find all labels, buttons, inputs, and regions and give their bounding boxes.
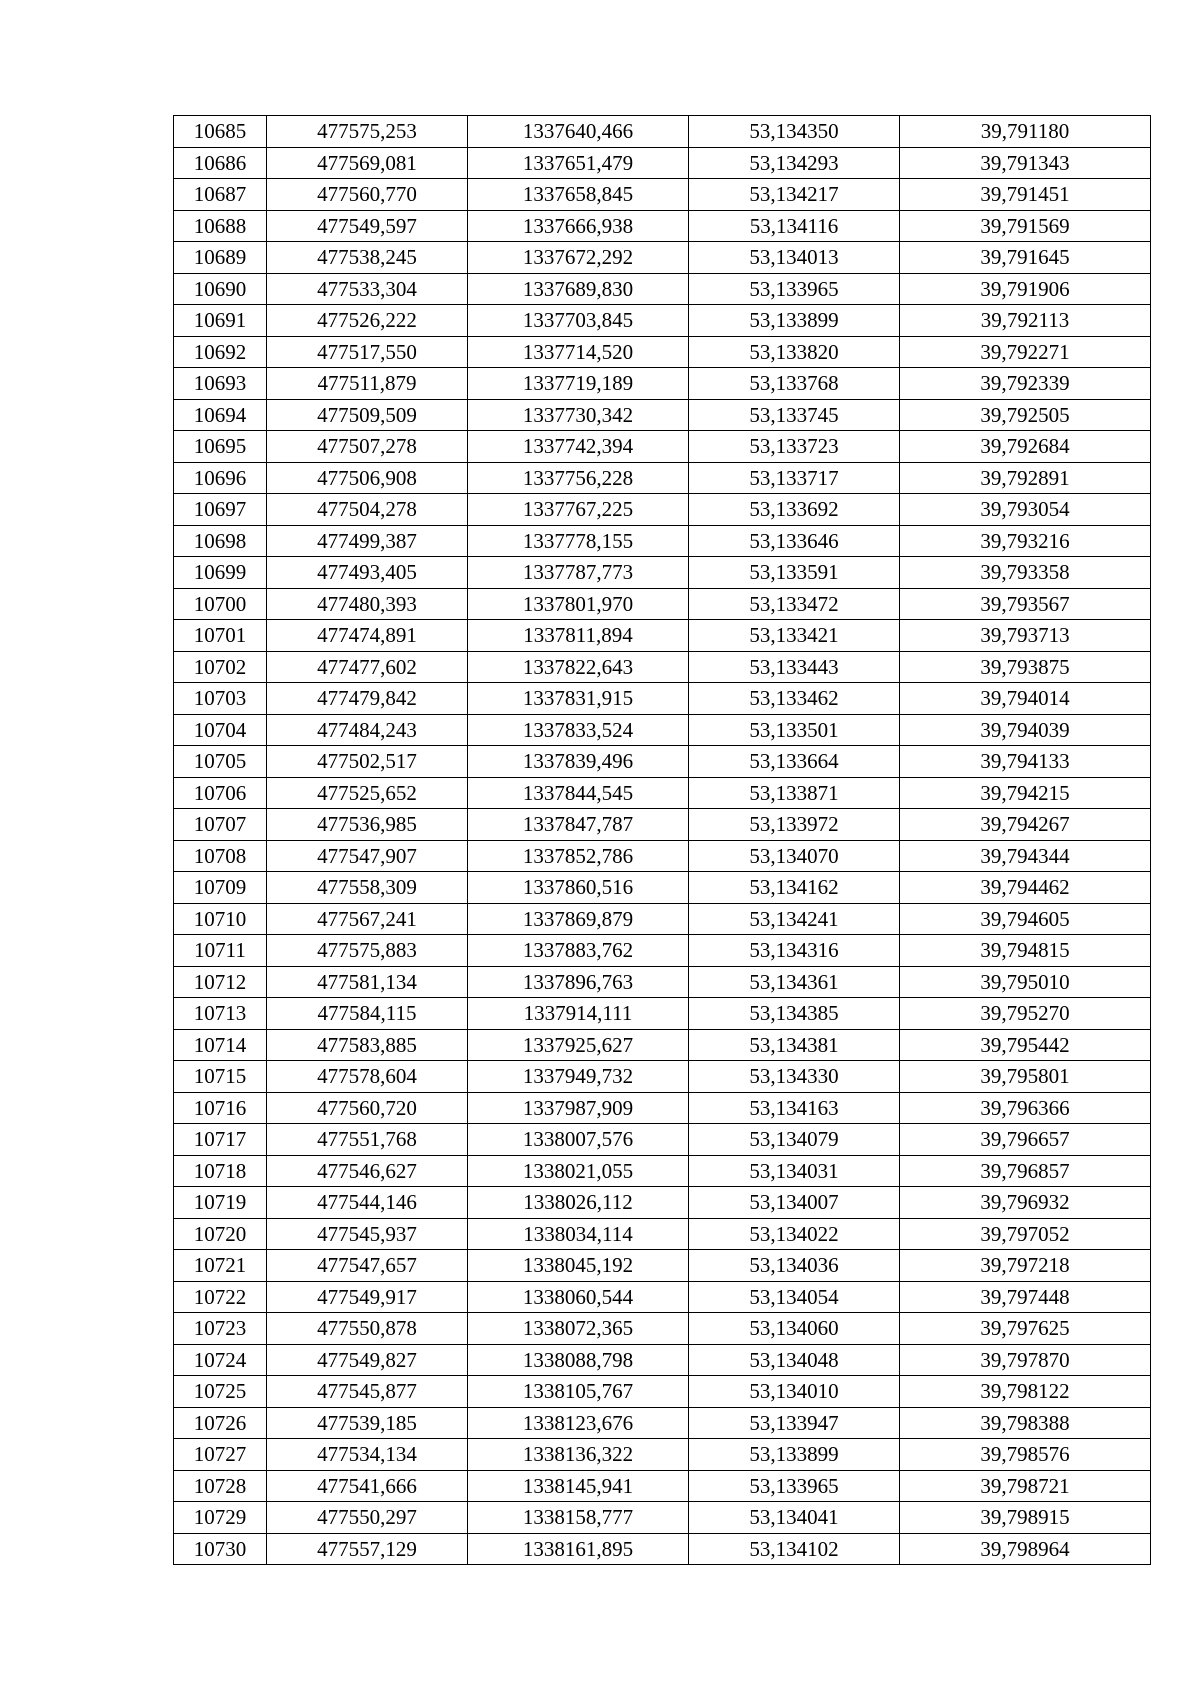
x-coordinate-cell: 477569,081 bbox=[267, 147, 468, 179]
y-coordinate-cell: 1337914,111 bbox=[468, 998, 689, 1030]
table-row bbox=[174, 1218, 1151, 1250]
x-coordinate-cell: 477584,115 bbox=[267, 998, 468, 1030]
longitude-cell: 39,792271 bbox=[900, 336, 1151, 368]
point-number-cell: 10718 bbox=[174, 1155, 267, 1187]
latitude-cell: 53,133443 bbox=[689, 651, 900, 683]
x-coordinate-cell: 477557,129 bbox=[267, 1533, 468, 1565]
table-row bbox=[174, 683, 1151, 715]
table-row bbox=[174, 242, 1151, 274]
point-number-cell: 10709 bbox=[174, 872, 267, 904]
longitude-cell: 39,797870 bbox=[900, 1344, 1151, 1376]
y-coordinate-cell: 1338021,055 bbox=[468, 1155, 689, 1187]
y-coordinate-cell: 1337666,938 bbox=[468, 210, 689, 242]
point-number-cell: 10694 bbox=[174, 399, 267, 431]
longitude-cell: 39,798576 bbox=[900, 1439, 1151, 1471]
point-number-cell: 10686 bbox=[174, 147, 267, 179]
table-row bbox=[174, 1250, 1151, 1282]
y-coordinate-cell: 1337742,394 bbox=[468, 431, 689, 463]
y-coordinate-cell: 1337869,879 bbox=[468, 903, 689, 935]
latitude-cell: 53,133965 bbox=[689, 273, 900, 305]
longitude-cell: 39,794267 bbox=[900, 809, 1151, 841]
longitude-cell: 39,793567 bbox=[900, 588, 1151, 620]
latitude-cell: 53,134330 bbox=[689, 1061, 900, 1093]
table-row bbox=[174, 557, 1151, 589]
point-number-cell: 10727 bbox=[174, 1439, 267, 1471]
table-row bbox=[174, 305, 1151, 337]
point-number-cell: 10725 bbox=[174, 1376, 267, 1408]
point-number-cell: 10723 bbox=[174, 1313, 267, 1345]
longitude-cell: 39,795270 bbox=[900, 998, 1151, 1030]
point-number-cell: 10692 bbox=[174, 336, 267, 368]
x-coordinate-cell: 477583,885 bbox=[267, 1029, 468, 1061]
latitude-cell: 53,134070 bbox=[689, 840, 900, 872]
x-coordinate-cell: 477511,879 bbox=[267, 368, 468, 400]
y-coordinate-cell: 1338123,676 bbox=[468, 1407, 689, 1439]
table-row bbox=[174, 1344, 1151, 1376]
latitude-cell: 53,134007 bbox=[689, 1187, 900, 1219]
longitude-cell: 39,793358 bbox=[900, 557, 1151, 589]
y-coordinate-cell: 1337787,773 bbox=[468, 557, 689, 589]
latitude-cell: 53,133899 bbox=[689, 305, 900, 337]
longitude-cell: 39,794462 bbox=[900, 872, 1151, 904]
y-coordinate-cell: 1337651,479 bbox=[468, 147, 689, 179]
latitude-cell: 53,134316 bbox=[689, 935, 900, 967]
y-coordinate-cell: 1337987,909 bbox=[468, 1092, 689, 1124]
y-coordinate-cell: 1337883,762 bbox=[468, 935, 689, 967]
point-number-cell: 10700 bbox=[174, 588, 267, 620]
longitude-cell: 39,791180 bbox=[900, 116, 1151, 148]
point-number-cell: 10696 bbox=[174, 462, 267, 494]
latitude-cell: 53,134241 bbox=[689, 903, 900, 935]
latitude-cell: 53,133462 bbox=[689, 683, 900, 715]
y-coordinate-cell: 1337831,915 bbox=[468, 683, 689, 715]
latitude-cell: 53,134013 bbox=[689, 242, 900, 274]
x-coordinate-cell: 477493,405 bbox=[267, 557, 468, 589]
table-row bbox=[174, 746, 1151, 778]
latitude-cell: 53,134010 bbox=[689, 1376, 900, 1408]
y-coordinate-cell: 1338158,777 bbox=[468, 1502, 689, 1534]
x-coordinate-cell: 477506,908 bbox=[267, 462, 468, 494]
longitude-cell: 39,793875 bbox=[900, 651, 1151, 683]
table-row bbox=[174, 620, 1151, 652]
x-coordinate-cell: 477558,309 bbox=[267, 872, 468, 904]
point-number-cell: 10701 bbox=[174, 620, 267, 652]
latitude-cell: 53,134162 bbox=[689, 872, 900, 904]
latitude-cell: 53,134060 bbox=[689, 1313, 900, 1345]
x-coordinate-cell: 477575,253 bbox=[267, 116, 468, 148]
longitude-cell: 39,793054 bbox=[900, 494, 1151, 526]
longitude-cell: 39,791451 bbox=[900, 179, 1151, 211]
x-coordinate-cell: 477525,652 bbox=[267, 777, 468, 809]
table-row bbox=[174, 462, 1151, 494]
latitude-cell: 53,134116 bbox=[689, 210, 900, 242]
longitude-cell: 39,797625 bbox=[900, 1313, 1151, 1345]
x-coordinate-cell: 477533,304 bbox=[267, 273, 468, 305]
x-coordinate-cell: 477547,657 bbox=[267, 1250, 468, 1282]
x-coordinate-cell: 477534,134 bbox=[267, 1439, 468, 1471]
y-coordinate-cell: 1337778,155 bbox=[468, 525, 689, 557]
table-row bbox=[174, 1281, 1151, 1313]
y-coordinate-cell: 1337640,466 bbox=[468, 116, 689, 148]
table-row bbox=[174, 494, 1151, 526]
x-coordinate-cell: 477480,393 bbox=[267, 588, 468, 620]
latitude-cell: 53,134031 bbox=[689, 1155, 900, 1187]
longitude-cell: 39,794133 bbox=[900, 746, 1151, 778]
longitude-cell: 39,798964 bbox=[900, 1533, 1151, 1565]
latitude-cell: 53,133664 bbox=[689, 746, 900, 778]
longitude-cell: 39,797052 bbox=[900, 1218, 1151, 1250]
latitude-cell: 53,134385 bbox=[689, 998, 900, 1030]
latitude-cell: 53,134036 bbox=[689, 1250, 900, 1282]
y-coordinate-cell: 1338145,941 bbox=[468, 1470, 689, 1502]
table-row bbox=[174, 1092, 1151, 1124]
latitude-cell: 53,133717 bbox=[689, 462, 900, 494]
y-coordinate-cell: 1338088,798 bbox=[468, 1344, 689, 1376]
y-coordinate-cell: 1337896,763 bbox=[468, 966, 689, 998]
y-coordinate-cell: 1338045,192 bbox=[468, 1250, 689, 1282]
latitude-cell: 53,133745 bbox=[689, 399, 900, 431]
x-coordinate-cell: 477538,245 bbox=[267, 242, 468, 274]
x-coordinate-cell: 477484,243 bbox=[267, 714, 468, 746]
x-coordinate-cell: 477560,770 bbox=[267, 179, 468, 211]
x-coordinate-cell: 477549,597 bbox=[267, 210, 468, 242]
table-row bbox=[174, 116, 1151, 148]
latitude-cell: 53,133972 bbox=[689, 809, 900, 841]
x-coordinate-cell: 477541,666 bbox=[267, 1470, 468, 1502]
x-coordinate-cell: 477550,878 bbox=[267, 1313, 468, 1345]
x-coordinate-cell: 477549,827 bbox=[267, 1344, 468, 1376]
latitude-cell: 53,133723 bbox=[689, 431, 900, 463]
y-coordinate-cell: 1337714,520 bbox=[468, 336, 689, 368]
point-number-cell: 10717 bbox=[174, 1124, 267, 1156]
point-number-cell: 10721 bbox=[174, 1250, 267, 1282]
table-row bbox=[174, 1376, 1151, 1408]
x-coordinate-cell: 477502,517 bbox=[267, 746, 468, 778]
longitude-cell: 39,795801 bbox=[900, 1061, 1151, 1093]
table-row bbox=[174, 368, 1151, 400]
table-row bbox=[174, 1439, 1151, 1471]
y-coordinate-cell: 1337833,524 bbox=[468, 714, 689, 746]
longitude-cell: 39,796857 bbox=[900, 1155, 1151, 1187]
table-row bbox=[174, 1029, 1151, 1061]
point-number-cell: 10715 bbox=[174, 1061, 267, 1093]
y-coordinate-cell: 1337925,627 bbox=[468, 1029, 689, 1061]
latitude-cell: 53,133646 bbox=[689, 525, 900, 557]
longitude-cell: 39,796657 bbox=[900, 1124, 1151, 1156]
longitude-cell: 39,794344 bbox=[900, 840, 1151, 872]
point-number-cell: 10702 bbox=[174, 651, 267, 683]
y-coordinate-cell: 1337658,845 bbox=[468, 179, 689, 211]
latitude-cell: 53,134293 bbox=[689, 147, 900, 179]
y-coordinate-cell: 1337949,732 bbox=[468, 1061, 689, 1093]
y-coordinate-cell: 1337756,228 bbox=[468, 462, 689, 494]
point-number-cell: 10695 bbox=[174, 431, 267, 463]
longitude-cell: 39,797218 bbox=[900, 1250, 1151, 1282]
longitude-cell: 39,792684 bbox=[900, 431, 1151, 463]
table-row bbox=[174, 399, 1151, 431]
latitude-cell: 53,133965 bbox=[689, 1470, 900, 1502]
point-number-cell: 10706 bbox=[174, 777, 267, 809]
coordinates-table bbox=[173, 115, 1151, 1565]
latitude-cell: 53,134163 bbox=[689, 1092, 900, 1124]
y-coordinate-cell: 1338136,322 bbox=[468, 1439, 689, 1471]
point-number-cell: 10708 bbox=[174, 840, 267, 872]
y-coordinate-cell: 1337703,845 bbox=[468, 305, 689, 337]
y-coordinate-cell: 1337844,545 bbox=[468, 777, 689, 809]
table-row bbox=[174, 1533, 1151, 1565]
y-coordinate-cell: 1337801,970 bbox=[468, 588, 689, 620]
x-coordinate-cell: 477575,883 bbox=[267, 935, 468, 967]
longitude-cell: 39,794039 bbox=[900, 714, 1151, 746]
x-coordinate-cell: 477550,297 bbox=[267, 1502, 468, 1534]
x-coordinate-cell: 477479,842 bbox=[267, 683, 468, 715]
y-coordinate-cell: 1337767,225 bbox=[468, 494, 689, 526]
y-coordinate-cell: 1338105,767 bbox=[468, 1376, 689, 1408]
x-coordinate-cell: 477567,241 bbox=[267, 903, 468, 935]
point-number-cell: 10699 bbox=[174, 557, 267, 589]
x-coordinate-cell: 477474,891 bbox=[267, 620, 468, 652]
y-coordinate-cell: 1337689,830 bbox=[468, 273, 689, 305]
longitude-cell: 39,792505 bbox=[900, 399, 1151, 431]
x-coordinate-cell: 477517,550 bbox=[267, 336, 468, 368]
latitude-cell: 53,133692 bbox=[689, 494, 900, 526]
x-coordinate-cell: 477545,877 bbox=[267, 1376, 468, 1408]
x-coordinate-cell: 477546,627 bbox=[267, 1155, 468, 1187]
table-row bbox=[174, 935, 1151, 967]
latitude-cell: 53,134048 bbox=[689, 1344, 900, 1376]
point-number-cell: 10703 bbox=[174, 683, 267, 715]
point-number-cell: 10704 bbox=[174, 714, 267, 746]
table-row bbox=[174, 1470, 1151, 1502]
longitude-cell: 39,791906 bbox=[900, 273, 1151, 305]
point-number-cell: 10728 bbox=[174, 1470, 267, 1502]
table-row bbox=[174, 588, 1151, 620]
longitude-cell: 39,791343 bbox=[900, 147, 1151, 179]
x-coordinate-cell: 477477,602 bbox=[267, 651, 468, 683]
longitude-cell: 39,795010 bbox=[900, 966, 1151, 998]
latitude-cell: 53,133472 bbox=[689, 588, 900, 620]
y-coordinate-cell: 1337730,342 bbox=[468, 399, 689, 431]
latitude-cell: 53,133421 bbox=[689, 620, 900, 652]
longitude-cell: 39,791645 bbox=[900, 242, 1151, 274]
table-row bbox=[174, 1187, 1151, 1219]
table-row bbox=[174, 147, 1151, 179]
x-coordinate-cell: 477499,387 bbox=[267, 525, 468, 557]
y-coordinate-cell: 1338072,365 bbox=[468, 1313, 689, 1345]
longitude-cell: 39,795442 bbox=[900, 1029, 1151, 1061]
y-coordinate-cell: 1337811,894 bbox=[468, 620, 689, 652]
table-row bbox=[174, 1155, 1151, 1187]
table-row bbox=[174, 777, 1151, 809]
point-number-cell: 10730 bbox=[174, 1533, 267, 1565]
point-number-cell: 10685 bbox=[174, 116, 267, 148]
point-number-cell: 10711 bbox=[174, 935, 267, 967]
y-coordinate-cell: 1337852,786 bbox=[468, 840, 689, 872]
table-row bbox=[174, 336, 1151, 368]
x-coordinate-cell: 477509,509 bbox=[267, 399, 468, 431]
point-number-cell: 10707 bbox=[174, 809, 267, 841]
longitude-cell: 39,798915 bbox=[900, 1502, 1151, 1534]
longitude-cell: 39,798388 bbox=[900, 1407, 1151, 1439]
longitude-cell: 39,794815 bbox=[900, 935, 1151, 967]
y-coordinate-cell: 1338034,114 bbox=[468, 1218, 689, 1250]
x-coordinate-cell: 477545,937 bbox=[267, 1218, 468, 1250]
latitude-cell: 53,133947 bbox=[689, 1407, 900, 1439]
table-row bbox=[174, 179, 1151, 211]
point-number-cell: 10716 bbox=[174, 1092, 267, 1124]
point-number-cell: 10691 bbox=[174, 305, 267, 337]
point-number-cell: 10693 bbox=[174, 368, 267, 400]
y-coordinate-cell: 1337672,292 bbox=[468, 242, 689, 274]
table-row bbox=[174, 840, 1151, 872]
latitude-cell: 53,134022 bbox=[689, 1218, 900, 1250]
latitude-cell: 53,134102 bbox=[689, 1533, 900, 1565]
point-number-cell: 10697 bbox=[174, 494, 267, 526]
longitude-cell: 39,793216 bbox=[900, 525, 1151, 557]
y-coordinate-cell: 1338161,895 bbox=[468, 1533, 689, 1565]
longitude-cell: 39,792113 bbox=[900, 305, 1151, 337]
x-coordinate-cell: 477549,917 bbox=[267, 1281, 468, 1313]
longitude-cell: 39,794215 bbox=[900, 777, 1151, 809]
y-coordinate-cell: 1337847,787 bbox=[468, 809, 689, 841]
longitude-cell: 39,797448 bbox=[900, 1281, 1151, 1313]
x-coordinate-cell: 477539,185 bbox=[267, 1407, 468, 1439]
latitude-cell: 53,133501 bbox=[689, 714, 900, 746]
longitude-cell: 39,792891 bbox=[900, 462, 1151, 494]
y-coordinate-cell: 1338007,576 bbox=[468, 1124, 689, 1156]
point-number-cell: 10722 bbox=[174, 1281, 267, 1313]
table-row bbox=[174, 1502, 1151, 1534]
latitude-cell: 53,134079 bbox=[689, 1124, 900, 1156]
y-coordinate-cell: 1337839,496 bbox=[468, 746, 689, 778]
longitude-cell: 39,794605 bbox=[900, 903, 1151, 935]
x-coordinate-cell: 477504,278 bbox=[267, 494, 468, 526]
latitude-cell: 53,134381 bbox=[689, 1029, 900, 1061]
point-number-cell: 10687 bbox=[174, 179, 267, 211]
x-coordinate-cell: 477536,985 bbox=[267, 809, 468, 841]
table-row bbox=[174, 1407, 1151, 1439]
table-row bbox=[174, 903, 1151, 935]
y-coordinate-cell: 1337719,189 bbox=[468, 368, 689, 400]
table-row bbox=[174, 210, 1151, 242]
table-row bbox=[174, 1124, 1151, 1156]
y-coordinate-cell: 1337860,516 bbox=[468, 872, 689, 904]
point-number-cell: 10705 bbox=[174, 746, 267, 778]
table-row bbox=[174, 966, 1151, 998]
point-number-cell: 10712 bbox=[174, 966, 267, 998]
point-number-cell: 10688 bbox=[174, 210, 267, 242]
longitude-cell: 39,796366 bbox=[900, 1092, 1151, 1124]
longitude-cell: 39,798721 bbox=[900, 1470, 1151, 1502]
point-number-cell: 10719 bbox=[174, 1187, 267, 1219]
table-row bbox=[174, 1061, 1151, 1093]
point-number-cell: 10713 bbox=[174, 998, 267, 1030]
table-row bbox=[174, 273, 1151, 305]
latitude-cell: 53,134361 bbox=[689, 966, 900, 998]
point-number-cell: 10690 bbox=[174, 273, 267, 305]
x-coordinate-cell: 477547,907 bbox=[267, 840, 468, 872]
point-number-cell: 10698 bbox=[174, 525, 267, 557]
table-row bbox=[174, 525, 1151, 557]
x-coordinate-cell: 477578,604 bbox=[267, 1061, 468, 1093]
x-coordinate-cell: 477560,720 bbox=[267, 1092, 468, 1124]
x-coordinate-cell: 477526,222 bbox=[267, 305, 468, 337]
point-number-cell: 10726 bbox=[174, 1407, 267, 1439]
latitude-cell: 53,134217 bbox=[689, 179, 900, 211]
latitude-cell: 53,134054 bbox=[689, 1281, 900, 1313]
point-number-cell: 10714 bbox=[174, 1029, 267, 1061]
coordinates-table-body bbox=[174, 116, 1151, 1565]
latitude-cell: 53,133899 bbox=[689, 1439, 900, 1471]
y-coordinate-cell: 1337822,643 bbox=[468, 651, 689, 683]
y-coordinate-cell: 1338060,544 bbox=[468, 1281, 689, 1313]
table-row bbox=[174, 714, 1151, 746]
latitude-cell: 53,134041 bbox=[689, 1502, 900, 1534]
latitude-cell: 53,133768 bbox=[689, 368, 900, 400]
latitude-cell: 53,133871 bbox=[689, 777, 900, 809]
point-number-cell: 10710 bbox=[174, 903, 267, 935]
longitude-cell: 39,794014 bbox=[900, 683, 1151, 715]
table-row bbox=[174, 1313, 1151, 1345]
longitude-cell: 39,793713 bbox=[900, 620, 1151, 652]
point-number-cell: 10689 bbox=[174, 242, 267, 274]
table-row bbox=[174, 998, 1151, 1030]
table-row bbox=[174, 431, 1151, 463]
longitude-cell: 39,791569 bbox=[900, 210, 1151, 242]
longitude-cell: 39,792339 bbox=[900, 368, 1151, 400]
point-number-cell: 10729 bbox=[174, 1502, 267, 1534]
x-coordinate-cell: 477544,146 bbox=[267, 1187, 468, 1219]
latitude-cell: 53,134350 bbox=[689, 116, 900, 148]
x-coordinate-cell: 477581,134 bbox=[267, 966, 468, 998]
point-number-cell: 10724 bbox=[174, 1344, 267, 1376]
table-row bbox=[174, 809, 1151, 841]
x-coordinate-cell: 477551,768 bbox=[267, 1124, 468, 1156]
x-coordinate-cell: 477507,278 bbox=[267, 431, 468, 463]
latitude-cell: 53,133591 bbox=[689, 557, 900, 589]
table-row bbox=[174, 872, 1151, 904]
longitude-cell: 39,798122 bbox=[900, 1376, 1151, 1408]
longitude-cell: 39,796932 bbox=[900, 1187, 1151, 1219]
point-number-cell: 10720 bbox=[174, 1218, 267, 1250]
y-coordinate-cell: 1338026,112 bbox=[468, 1187, 689, 1219]
table-row bbox=[174, 651, 1151, 683]
latitude-cell: 53,133820 bbox=[689, 336, 900, 368]
